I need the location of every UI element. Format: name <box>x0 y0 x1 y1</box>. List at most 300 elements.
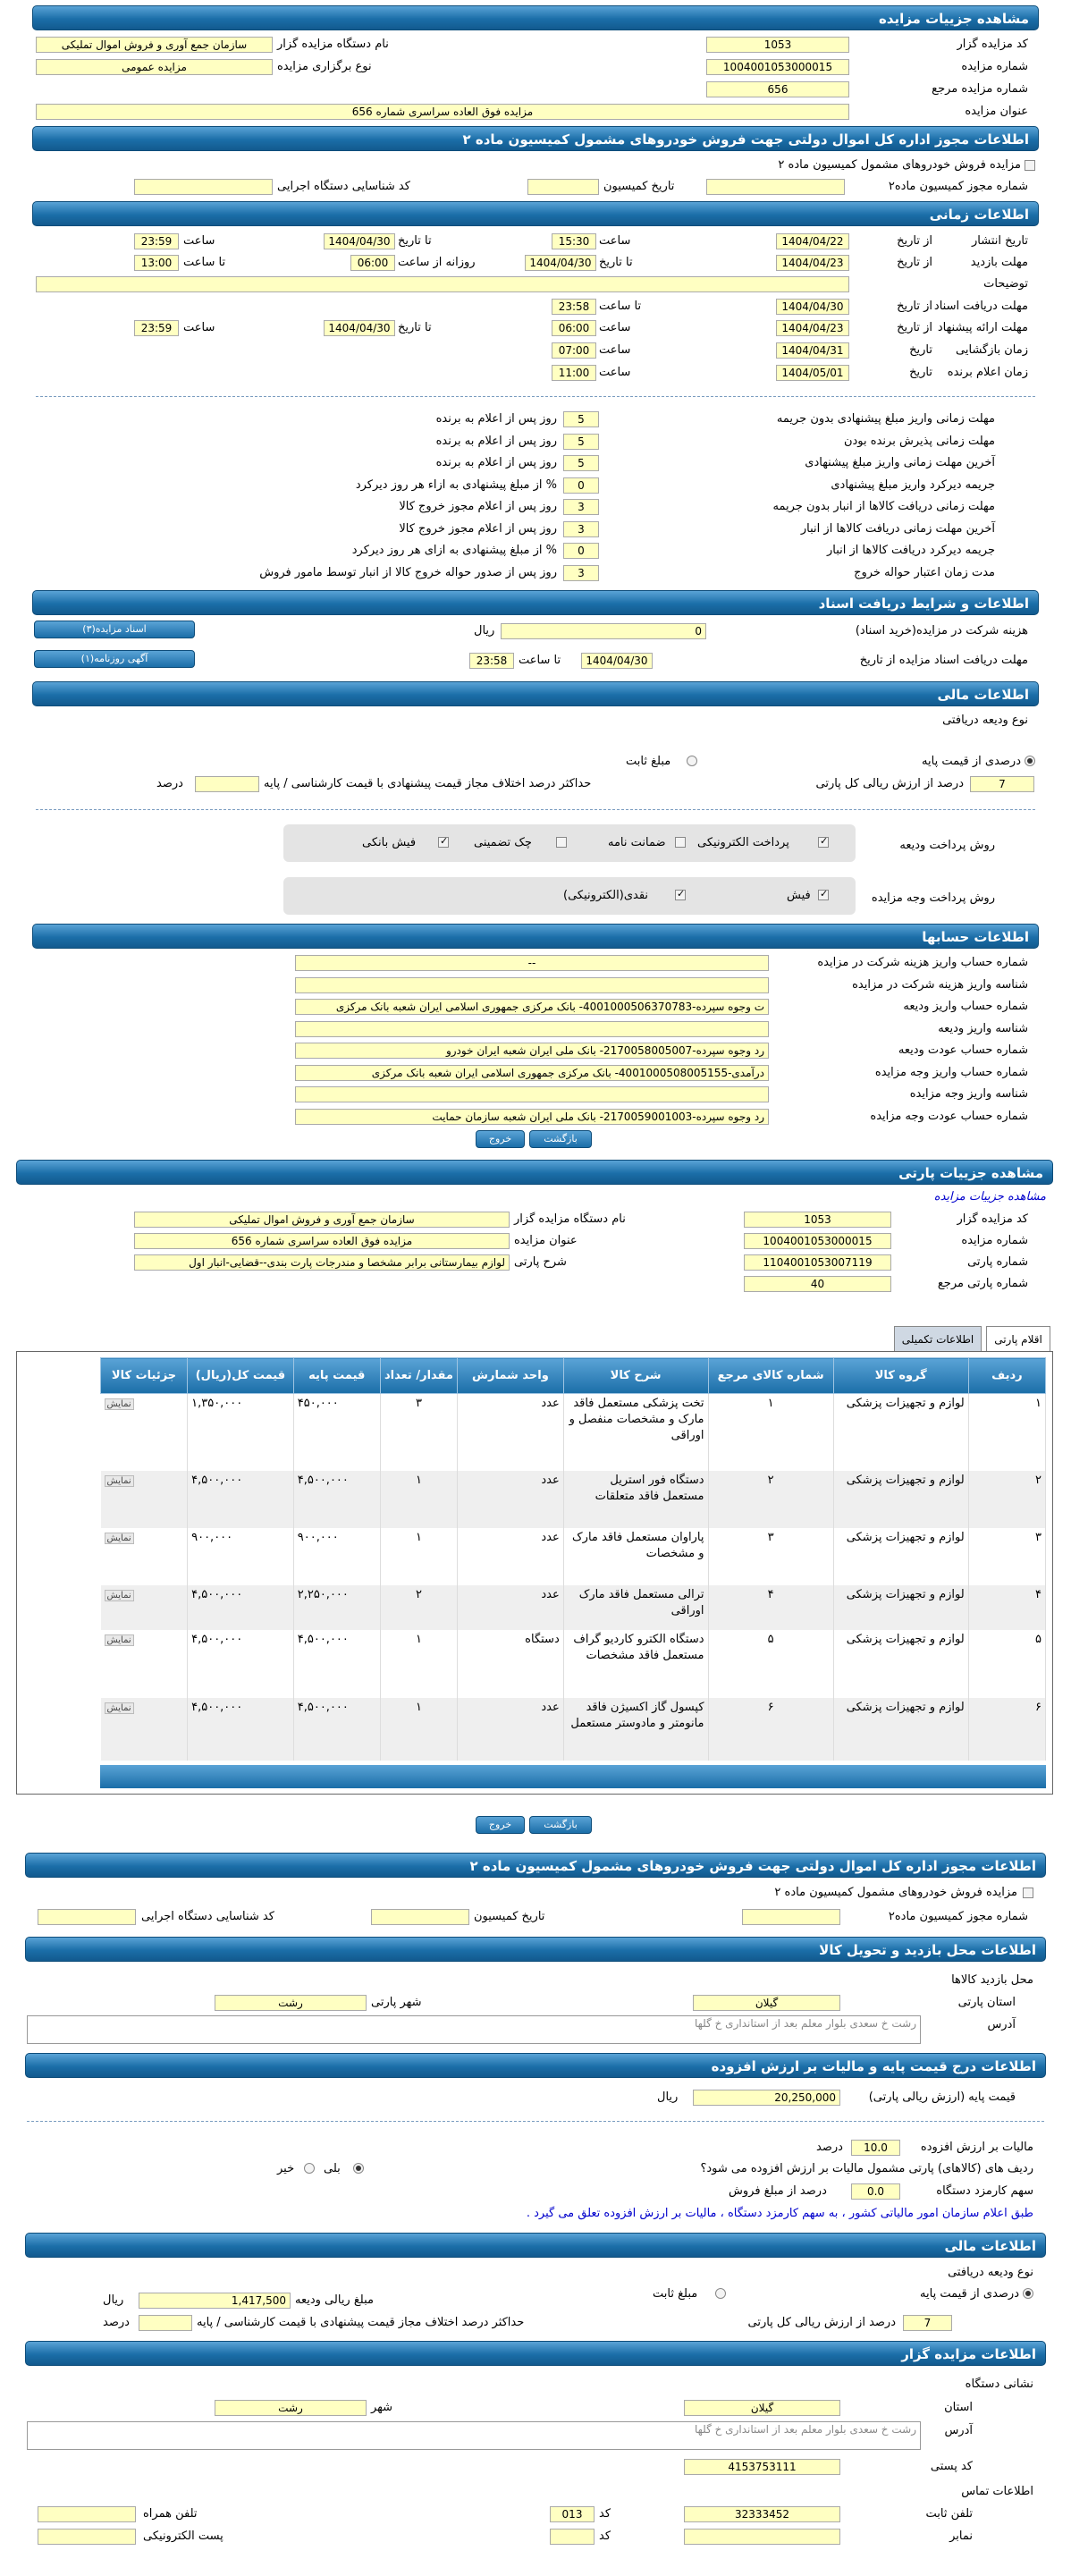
deadline-suffix: روز پس از صدور حواله خروج کالا از انبار توسط مامور فروش <box>259 565 557 579</box>
auction-ref-field: 656 <box>706 81 849 97</box>
cell-unit: عدد <box>458 1394 564 1471</box>
account-field <box>295 977 769 993</box>
cell-total-price: ۴,۵۰۰,۰۰۰ <box>188 1471 294 1528</box>
pay-electronic-checkbox[interactable] <box>818 837 829 848</box>
auction-ref-label: شماره مزايده مرجع <box>932 82 1028 96</box>
deadline-label: جريمه ديرکرد دريافت کالاها از انبار <box>827 544 995 557</box>
deadline-label: مهلت زمانی دريافت کالاها از انبار بدون جريمه <box>772 500 995 513</box>
auction-type-field: مزايده عمومی <box>36 59 273 75</box>
party-exit-button[interactable]: خروج <box>476 1816 525 1834</box>
auctioneer-code-label: کد مزايده گزار <box>957 38 1028 51</box>
max-diff-field <box>195 776 259 792</box>
mobile-field <box>38 2506 136 2522</box>
back-button[interactable]: بازگشت <box>529 1130 592 1148</box>
cell-unit: عدد <box>458 1528 564 1585</box>
cell-row-number: ۶ <box>968 1698 1045 1761</box>
party-org-field: سازمان جمع آوری و فروش اموال تمليکی <box>134 1212 510 1228</box>
max-diff-label: حداکثر درصد اختلاف مجاز قيمت پيشنهادی با قيمت کارشناسی / پايه <box>264 777 592 790</box>
auction-number-field: 1004001053000015 <box>706 59 849 75</box>
cell-description: پاراوان مستعمل فاقد مارک و مشخصات <box>563 1528 708 1585</box>
cell-row-number: ٢ <box>968 1471 1045 1528</box>
deposit-fixed-label: مبلغ ثابت <box>626 755 671 768</box>
cell-total-price: ۴,۵۰۰,۰۰۰ <box>188 1630 294 1698</box>
pay-guarantee-label: ضمانت نامه <box>608 836 666 849</box>
cell-quantity: ١ <box>380 1528 457 1585</box>
winner-time-field: 11:00 <box>552 365 596 381</box>
visit-to-label: تا تاريخ <box>599 256 633 269</box>
visit-from-field: 1404/04/23 <box>776 255 849 271</box>
offer-to-time-label: ساعت <box>183 321 215 334</box>
account-field: -- <box>295 955 769 971</box>
section-header-auctioneer-info: اطلاعات مزايده گزار <box>25 2341 1046 2366</box>
party-address-field: رشت خ سعدی بلوار معلم بعد از استانداری خ گلها <box>27 2015 921 2044</box>
cell-total-price: ١,٣۵۰,۰۰۰ <box>188 1394 294 1471</box>
base-price-label: قيمت پايه (ارزش ريالی پارتی) <box>868 2090 1016 2104</box>
vat-field: 10.0 <box>851 2140 900 2156</box>
auction-subject-field: مزايده فوق العاده سراسری شماره 656 <box>36 104 849 120</box>
publish-from-label: از تاريخ <box>897 234 932 248</box>
cell-description: کپسول گاز اکسيژن فاقد مانومتر و مادوستر مستعمل <box>563 1698 708 1761</box>
vat-note: طبق اعلام سازمان امور مالياتی کشور ، به سهم کارمزد دستگاه ، ماليات بر ارزش افزوده تعلق می گيرد . <box>526 2207 1033 2220</box>
publish-from-field: 1404/04/22 <box>776 233 849 249</box>
cell-quantity: ٢ <box>380 1585 457 1630</box>
deposit-type-label-2: نوع وديعه دريافتی <box>948 2266 1033 2279</box>
deposit-percent-radio-2[interactable] <box>1023 2288 1033 2299</box>
cell-ref: ۶ <box>708 1698 833 1761</box>
party-auction-number-label: شماره مزايده <box>961 1234 1028 1247</box>
party-desc-label: شرح پارتی <box>514 1255 567 1269</box>
doc-download-date-field: 1404/04/30 <box>581 653 653 669</box>
cell-base-price: ۴۵۰,۰۰۰ <box>293 1394 380 1471</box>
cell-ref: ۴ <box>708 1585 833 1630</box>
party-desc-field: لوازم بيمارستانی برابر مشخصا و مندرجات پارت بندی--قضايی-انبار اول <box>134 1254 510 1271</box>
cell-ref: ۵ <box>708 1630 833 1698</box>
description-field <box>36 276 849 292</box>
party-org-label: نام دستگاه مزايده گزار <box>514 1212 626 1226</box>
deadline-suffix: روز پس از اعلام به برنده <box>435 456 557 469</box>
base-price-field: 20,250,000 <box>693 2090 840 2106</box>
auction-pay-method-label: روش پرداخت وجه مزايده <box>871 891 995 905</box>
doc-from-label: از تاريخ <box>897 300 932 313</box>
deadline-suffix: روز پس از اعلام به برنده <box>435 434 557 448</box>
cell-details <box>101 1394 188 1471</box>
cell-description: دستگاه الکترو کارديو گراف مستعمل فاقد مشخصات <box>563 1630 708 1698</box>
winner-time-label: ساعت <box>599 366 631 379</box>
permit-number-label-2: شماره مجوز کمیسیون ماده٢ <box>888 1910 1028 1923</box>
opening-label: زمان بازگشايی <box>956 343 1028 357</box>
visit-from-time-field: 06:00 <box>350 255 395 271</box>
table-footer-bar <box>100 1765 1046 1788</box>
cell-details <box>101 1698 188 1761</box>
party-city-label: شهر پارتی <box>371 1996 422 2009</box>
exit-button[interactable]: خروج <box>476 1130 525 1148</box>
offer-deadline-label: مهلت ارائه پيشنهاد <box>937 321 1028 334</box>
cell-base-price: ۴,۵۰۰,۰۰۰ <box>293 1471 380 1528</box>
party-ref-field: 40 <box>744 1276 891 1292</box>
deadline-value-field: 5 <box>563 411 599 427</box>
email-label: پست الکترونيکی <box>143 2530 223 2543</box>
party-province-field: گيلان <box>693 1995 840 2011</box>
account-label: شناسه واريز هزينه شرکت در مزايده <box>852 977 1028 992</box>
visit-label: مهلت بازديد <box>970 256 1028 269</box>
deadline-value-field: 5 <box>563 455 599 471</box>
deposit-amount-rial: ريال <box>103 2293 124 2307</box>
cell-row-number: ٣ <box>968 1528 1045 1585</box>
doc-download-to-label: تا ساعت <box>519 654 561 667</box>
deposit-type-label: نوع وديعه دريافتی <box>942 714 1028 727</box>
account-field: رد وجوه سپرده-2170059001003- بانک ملی ايران شعبه سازمان حمايت <box>295 1109 769 1125</box>
deposit-amount-label: مبلغ ريالی وديعه <box>295 2293 374 2307</box>
vat-no-radio[interactable] <box>304 2163 315 2174</box>
party-auctioneer-code-label: کد مزايده گزار <box>957 1212 1028 1226</box>
deadline-suffix: روز پس از اعلام مجوز خروج کالا <box>399 500 557 513</box>
cell-group: لوازم و تجهيزات پزشکی <box>833 1471 968 1528</box>
account-label: شماره حساب عودت وديعه <box>898 1043 1028 1057</box>
account-field: ت وجوه سپرده-4001000506370783- بانک مرکزی جمهوری اسلامی ايران شعبه بانک مرکزی <box>295 999 769 1015</box>
vehicle-auction-checkbox-2[interactable] <box>1023 1888 1033 1898</box>
column-header: قيمت کل(ريال) <box>188 1358 294 1394</box>
pay-cheque-checkbox[interactable] <box>556 837 567 848</box>
vat-yes-label: بلی <box>324 2162 341 2175</box>
offer-from-label: از تاريخ <box>897 321 932 334</box>
pay-electronic-label: پرداخت الکترونيکی <box>697 836 789 849</box>
items-table <box>100 1357 1046 1761</box>
cell-details <box>101 1528 188 1585</box>
account-field: رد وجوه سپرده-2170058005007- بانک ملی ايران شعبه ايران خودرو <box>295 1043 769 1059</box>
tel-code-label: کد <box>599 2507 611 2521</box>
cell-group: لوازم و تجهيزات پزشکی <box>833 1394 968 1471</box>
cell-quantity: ١ <box>380 1471 457 1528</box>
cell-total-price: ۴,۵۰۰,۰۰۰ <box>188 1585 294 1630</box>
cell-total-price: ۴,۵۰۰,۰۰۰ <box>188 1698 294 1761</box>
exec-id-label-2: کد شناسایی دستگاه اجرایی <box>141 1910 274 1923</box>
auctioneer-org-field: سازمان جمع آوری و فروش اموال تمليکی <box>36 37 273 53</box>
vat-yes-radio[interactable] <box>353 2163 364 2174</box>
cell-description: تخت پزشکی مستعمل فاقد مارک و مشخصات منفصل و اوراقی <box>563 1394 708 1471</box>
cell-group: لوازم و تجهيزات پزشکی <box>833 1585 968 1630</box>
column-header: شرح کالا <box>563 1358 708 1394</box>
show-details-button[interactable]: نمايش <box>105 1533 134 1544</box>
deadline-value-field: 0 <box>563 477 599 494</box>
doc-download-time-field: 23:58 <box>469 653 514 669</box>
column-header: واحد شمارش <box>458 1358 564 1394</box>
visit-from-label: از تاريخ <box>897 256 932 269</box>
permit-number-field <box>706 179 845 195</box>
visit-to-time-label: تا ساعت <box>183 256 226 269</box>
cell-details <box>101 1471 188 1528</box>
deadline-value-field: 5 <box>563 434 599 450</box>
auction-number-label: شماره مزايده <box>961 60 1028 73</box>
max-diff-suffix-2: درصد <box>103 2316 130 2329</box>
doc-to-time-label: تا ساعت <box>599 300 642 313</box>
pay-slip-checkbox[interactable] <box>818 890 829 900</box>
vehicle-auction-label-2: مزایده فروش خودروهای مشمول کمیسیون ماده ٢ <box>774 1886 1017 1899</box>
max-diff-label-2: حداکثر درصد اختلاف مجاز قيمت پيشنهادی با قيمت کارشناسی / پايه <box>197 2316 525 2329</box>
account-label: شناسه واريز وديعه <box>938 1021 1028 1035</box>
section-header-party-details: مشاهده جزييات پارتی <box>16 1160 1053 1185</box>
cell-details <box>101 1585 188 1630</box>
tab-party-items[interactable]: اقلام پارتی <box>986 1326 1050 1351</box>
account-field: درآمدی-4001000508005155- بانک مرکزی جمهوری اسلامی ايران شعبه بانک مرکزی <box>295 1065 769 1081</box>
section-header-auction-details: مشاهده جزييات مزايده <box>32 5 1039 30</box>
section-header-time-info: اطلاعات زمانی <box>32 201 1039 226</box>
pay-bank-slip-label: فيش بانکی <box>362 836 417 849</box>
offer-from-field: 1404/04/23 <box>776 320 849 336</box>
deadline-suffix: روز پس از اعلام به برنده <box>435 412 557 426</box>
commission-date-field-2 <box>371 1909 469 1925</box>
section-header-accounts: اطلاعات حسابها <box>32 924 1039 949</box>
auctioneer-code-field: 1053 <box>706 37 849 53</box>
cell-ref: ٢ <box>708 1471 833 1528</box>
party-back-button[interactable]: بازگشت <box>529 1816 592 1834</box>
auction-documents-button[interactable]: اسناد مزايده(٣) <box>34 621 195 638</box>
section-header-vehicle-permit-2: اطلاعات مجوز اداره کل اموال دولتی جهت فروش خودروهای مشمول کمیسیون ماده ٢ <box>25 1853 1046 1878</box>
commission-date-label-2: تاریخ کمیسیون <box>474 1910 545 1923</box>
party-city-field: رشت <box>215 1995 367 2011</box>
opening-date-label: تاريخ <box>909 343 932 357</box>
table-row <box>101 1698 1046 1761</box>
cell-group: لوازم و تجهيزات پزشکی <box>833 1630 968 1698</box>
zip-label: کد پستی <box>930 2460 973 2473</box>
offer-to-label: تا تاريخ <box>398 321 432 334</box>
exec-id-label: کد شناسایی دستگاه اجرایی <box>277 180 410 193</box>
fee-share-suffix: درصد از مبلغ فروش <box>729 2184 827 2198</box>
deposit-percent-field-2: 7 <box>903 2315 952 2331</box>
visit-to-field: 1404/04/30 <box>525 255 596 271</box>
org-address-label: آدرس <box>944 2424 973 2437</box>
commission-date-label: تاریخ کمیسیون <box>603 180 675 193</box>
party-auctioneer-code-field: 1053 <box>744 1212 891 1228</box>
org-city-label: شهر <box>371 2401 393 2414</box>
org-address-field: رشت خ سعدی بلوار معلم بعد از استانداری خ گلها <box>27 2421 921 2450</box>
cell-row-number: ١ <box>968 1394 1045 1471</box>
divider <box>27 2121 1044 2122</box>
pay-cash-label: نقدی(الکترونيکی) <box>563 889 649 902</box>
cell-row-number: ۴ <box>968 1585 1045 1630</box>
cell-row-number: ۵ <box>968 1630 1045 1698</box>
offer-time-label: ساعت <box>599 321 631 334</box>
deadline-label: آخرين مهلت زمانی دريافت کالاها از انبار <box>800 521 995 536</box>
visit-to-time-field: 13:00 <box>134 255 179 271</box>
column-header: قيمت پايه <box>293 1358 380 1394</box>
show-details-button[interactable]: نمايش <box>105 1634 134 1646</box>
pay-bank-slip-checkbox[interactable] <box>438 837 449 848</box>
cell-total-price: ٩۰۰,۰۰۰ <box>188 1528 294 1585</box>
section-header-base-price-vat: اطلاعات درج قيمت پايه و ماليات بر ارزش افزوده <box>25 2053 1046 2078</box>
cell-group: لوازم و تجهيزات پزشکی <box>833 1528 968 1585</box>
fax-code-field <box>550 2529 595 2545</box>
deposit-percent-label-2: درصدی از قيمت پايه <box>920 2287 1019 2301</box>
visit-daily-label: روزانه از ساعت <box>398 256 476 269</box>
cell-quantity: ٣ <box>380 1394 457 1471</box>
deadline-suffix: % از مبلغ پيشنهادی به ازاء هر روز ديرکرد <box>355 477 557 492</box>
cell-quantity: ١ <box>380 1698 457 1761</box>
pay-cash-checkbox[interactable] <box>675 890 686 900</box>
table-row <box>101 1528 1046 1585</box>
zip-field: 4153753111 <box>684 2459 840 2475</box>
fee-label: هزينه شرکت در مزايده(خريد اسناد) <box>855 624 1028 638</box>
auction-type-label: نوع برگزاری مزايده <box>277 60 372 73</box>
cell-unit: عدد <box>458 1585 564 1630</box>
account-label: شماره حساب عودت وجه مزايده <box>870 1109 1028 1123</box>
cell-base-price: ٢,٢۵۰,۰۰۰ <box>293 1585 380 1630</box>
doc-from-field: 1404/04/30 <box>776 299 849 315</box>
deadline-suffix: روز پس از اعلام مجوز خروج کالا <box>399 521 557 536</box>
tel-field: 32333452 <box>684 2506 840 2522</box>
base-price-rial: ريال <box>657 2090 679 2104</box>
section-header-doc-conditions: اطلاعات و شرايط دريافت اسناد <box>32 590 1039 615</box>
publish-to-label: تا تاريخ <box>398 234 432 248</box>
opening-date-field: 1404/04/31 <box>776 342 849 359</box>
show-details-button[interactable]: نمايش <box>105 1475 134 1487</box>
contact-heading: اطلاعات تماس <box>961 2485 1033 2498</box>
cell-unit: عدد <box>458 1471 564 1528</box>
tel-code-field: 013 <box>550 2506 595 2522</box>
cell-base-price: ٩۰۰,۰۰۰ <box>293 1528 380 1585</box>
deposit-amount-field: 1,417,500 <box>139 2293 291 2309</box>
divider <box>36 396 1035 397</box>
table-row <box>101 1394 1046 1471</box>
show-details-button[interactable]: نمايش <box>105 1590 134 1601</box>
deposit-pay-method-label: روش پرداخت وديعه <box>899 839 995 852</box>
doc-download-label: مهلت دريافت اسناد مزايده از تاريخ <box>859 654 1028 667</box>
account-field <box>295 1021 769 1037</box>
deposit-percent-radio[interactable] <box>1025 756 1035 766</box>
deadline-value-field: 3 <box>563 521 599 537</box>
column-header: شماره کالای مرجع <box>708 1358 833 1394</box>
cell-unit: دستگاه <box>458 1630 564 1698</box>
party-ref-label: شماره پارتی مرجع <box>937 1277 1028 1290</box>
column-header: جزئيات کالا <box>101 1358 188 1394</box>
party-number-label: شماره پارتی <box>967 1255 1028 1269</box>
offer-from-time-field: 06:00 <box>552 320 596 336</box>
auction-subject-label: عنوان مزايده <box>965 105 1028 118</box>
section-header-vehicle-permit: اطلاعات مجوز اداره کل اموال دولتی جهت فروش خودروهای مشمول کمیسیون ماده ٢ <box>32 126 1039 151</box>
winner-date-label: تاريخ <box>909 366 932 379</box>
vat-label: ماليات بر ارزش افزوده <box>920 2141 1033 2154</box>
deadline-value-field: 3 <box>563 499 599 515</box>
visit-place-label: محل بازديد کالاها <box>951 1973 1033 1987</box>
fax-field <box>684 2529 840 2545</box>
section-header-financial-2: اطلاعات مالی <box>25 2233 1046 2258</box>
deadline-value-field: 3 <box>563 565 599 581</box>
account-label: شناسه واريز وجه مزايده <box>909 1087 1028 1101</box>
table-row <box>101 1630 1046 1698</box>
max-diff-field-2 <box>139 2315 192 2331</box>
pay-guarantee-checkbox[interactable] <box>675 837 686 848</box>
deposit-percent-label: درصدی از قيمت پايه <box>922 755 1021 768</box>
table-row <box>101 1585 1046 1630</box>
deposit-percent-field: 7 <box>970 776 1034 792</box>
deposit-fixed-radio[interactable] <box>687 756 697 766</box>
cell-description: ترالی مستعمل فاقد مارک اوراقی <box>563 1585 708 1630</box>
offer-to-field: 1404/04/30 <box>324 320 395 336</box>
commission-date-field <box>527 179 599 195</box>
opening-time-field: 07:00 <box>552 342 596 359</box>
org-address-heading: نشانی دستگاه <box>965 2378 1033 2391</box>
offer-to-time-field: 23:59 <box>134 320 179 336</box>
vat-question: رديف های (کالاهای) پارتی مشمول ماليات بر ارزش افزوده می شود؟ <box>700 2162 1033 2175</box>
cell-description: دستگاه فور استريل مستعمل فاقد متعلقات <box>563 1471 708 1528</box>
permit-number-label: شماره مجوز کمیسیون ماده٢ <box>888 180 1028 193</box>
doc-to-time-field: 23:58 <box>552 299 596 315</box>
deposit-percent-suffix: درصد از ارزش ريالی کل پارتی <box>815 777 964 790</box>
deadline-label: مهلت زمانی پذيرش برنده بودن <box>843 434 995 448</box>
publish-to-field: 1404/04/30 <box>324 233 395 249</box>
cell-unit: عدد <box>458 1698 564 1761</box>
divider <box>36 809 1035 810</box>
opening-time-label: ساعت <box>599 343 631 357</box>
tel-label: تلفن ثابت <box>925 2507 973 2521</box>
deposit-fixed-radio-2[interactable] <box>715 2288 726 2299</box>
section-header-financial: اطلاعات مالی <box>32 681 1039 706</box>
newspaper-ad-button[interactable]: آگهی روزنامه(١) <box>34 650 195 668</box>
deadline-label: مهلت زمانی واريز مبلغ پيشنهادی بدون جريمه <box>776 412 995 426</box>
deposit-percent-suffix-2: درصد از ارزش ريالی کل پارتی <box>747 2316 896 2329</box>
party-address-label: آدرس <box>987 2018 1016 2031</box>
cell-group: لوازم و تجهيزات پزشکی <box>833 1698 968 1761</box>
cell-ref: ٣ <box>708 1528 833 1585</box>
party-subject-field: مزايده فوق العاده سراسری شماره 656 <box>134 1233 510 1249</box>
deadline-suffix: % از مبلغ پيشنهادی به ازای هر روز ديرکرد <box>351 544 557 557</box>
vehicle-auction-label: مزایده فروش خودروهای مشمول کمیسیون ماده ٢ <box>778 158 1021 172</box>
deadline-label: مدت زمان اعتبار حواله خروج <box>854 565 995 579</box>
publish-label: تاريخ انتشار <box>972 234 1028 248</box>
view-auction-details-link[interactable]: مشاهده جزییات مزایده <box>933 1190 1046 1204</box>
column-header: مقدار/ تعداد <box>380 1358 457 1394</box>
publish-time-label: ساعت <box>599 234 631 248</box>
fee-field: 0 <box>501 623 706 639</box>
cell-details <box>101 1630 188 1698</box>
party-province-label: استان پارتی <box>957 1996 1016 2009</box>
account-field <box>295 1086 769 1102</box>
party-number-field: 1104001053007119 <box>744 1254 891 1271</box>
pay-cheque-label: چک تضمينی <box>474 836 532 849</box>
description-label: توضيحات <box>983 277 1028 291</box>
show-details-button[interactable]: نمايش <box>105 1398 134 1410</box>
column-header: گروه کالا <box>833 1358 968 1394</box>
publish-to-time-label: ساعت <box>183 234 215 248</box>
cell-base-price: ۴,۵۰۰,۰۰۰ <box>293 1630 380 1698</box>
org-province-field: گيلان <box>684 2400 840 2416</box>
vat-no-label: خير <box>277 2162 295 2175</box>
deposit-fixed-label-2: مبلغ ثابت <box>653 2287 698 2301</box>
publish-from-time-field: 15:30 <box>552 233 596 249</box>
exec-id-field <box>134 179 273 195</box>
doc-deadline-label: مهلت دريافت اسناد <box>933 300 1028 313</box>
cell-quantity: ١ <box>380 1630 457 1698</box>
pay-slip-label: فيش <box>787 889 811 902</box>
tab-extra-info[interactable]: اطلاعات تکميلی <box>894 1326 982 1351</box>
fee-share-field: 0.0 <box>851 2183 900 2200</box>
account-label: شماره حساب واريز هزينه شرکت در مزايده <box>817 956 1028 969</box>
fee-share-label: سهم کارمزد دستگاه <box>936 2184 1033 2198</box>
column-header: رديف <box>968 1358 1045 1394</box>
fax-code-label: کد <box>599 2530 611 2543</box>
cell-ref: ١ <box>708 1394 833 1471</box>
fax-label: نمابر <box>949 2530 973 2543</box>
permit-number-field-2 <box>742 1909 840 1925</box>
max-diff-suffix: درصد <box>156 777 183 790</box>
show-details-button[interactable]: نمايش <box>105 1702 134 1714</box>
account-label: شماره حساب واريز وديعه <box>903 1000 1028 1013</box>
vehicle-auction-checkbox[interactable] <box>1025 160 1035 171</box>
deadline-label: جريمه ديرکرد واريز مبلغ پيشنهادی <box>831 477 995 492</box>
party-auction-number-field: 1004001053000015 <box>744 1233 891 1249</box>
section-header-visit-place: اطلاعات محل بازديد و تحويل کالا <box>25 1937 1046 1962</box>
deadline-value-field: 0 <box>563 543 599 559</box>
fee-rial-label: ريال <box>474 624 495 638</box>
